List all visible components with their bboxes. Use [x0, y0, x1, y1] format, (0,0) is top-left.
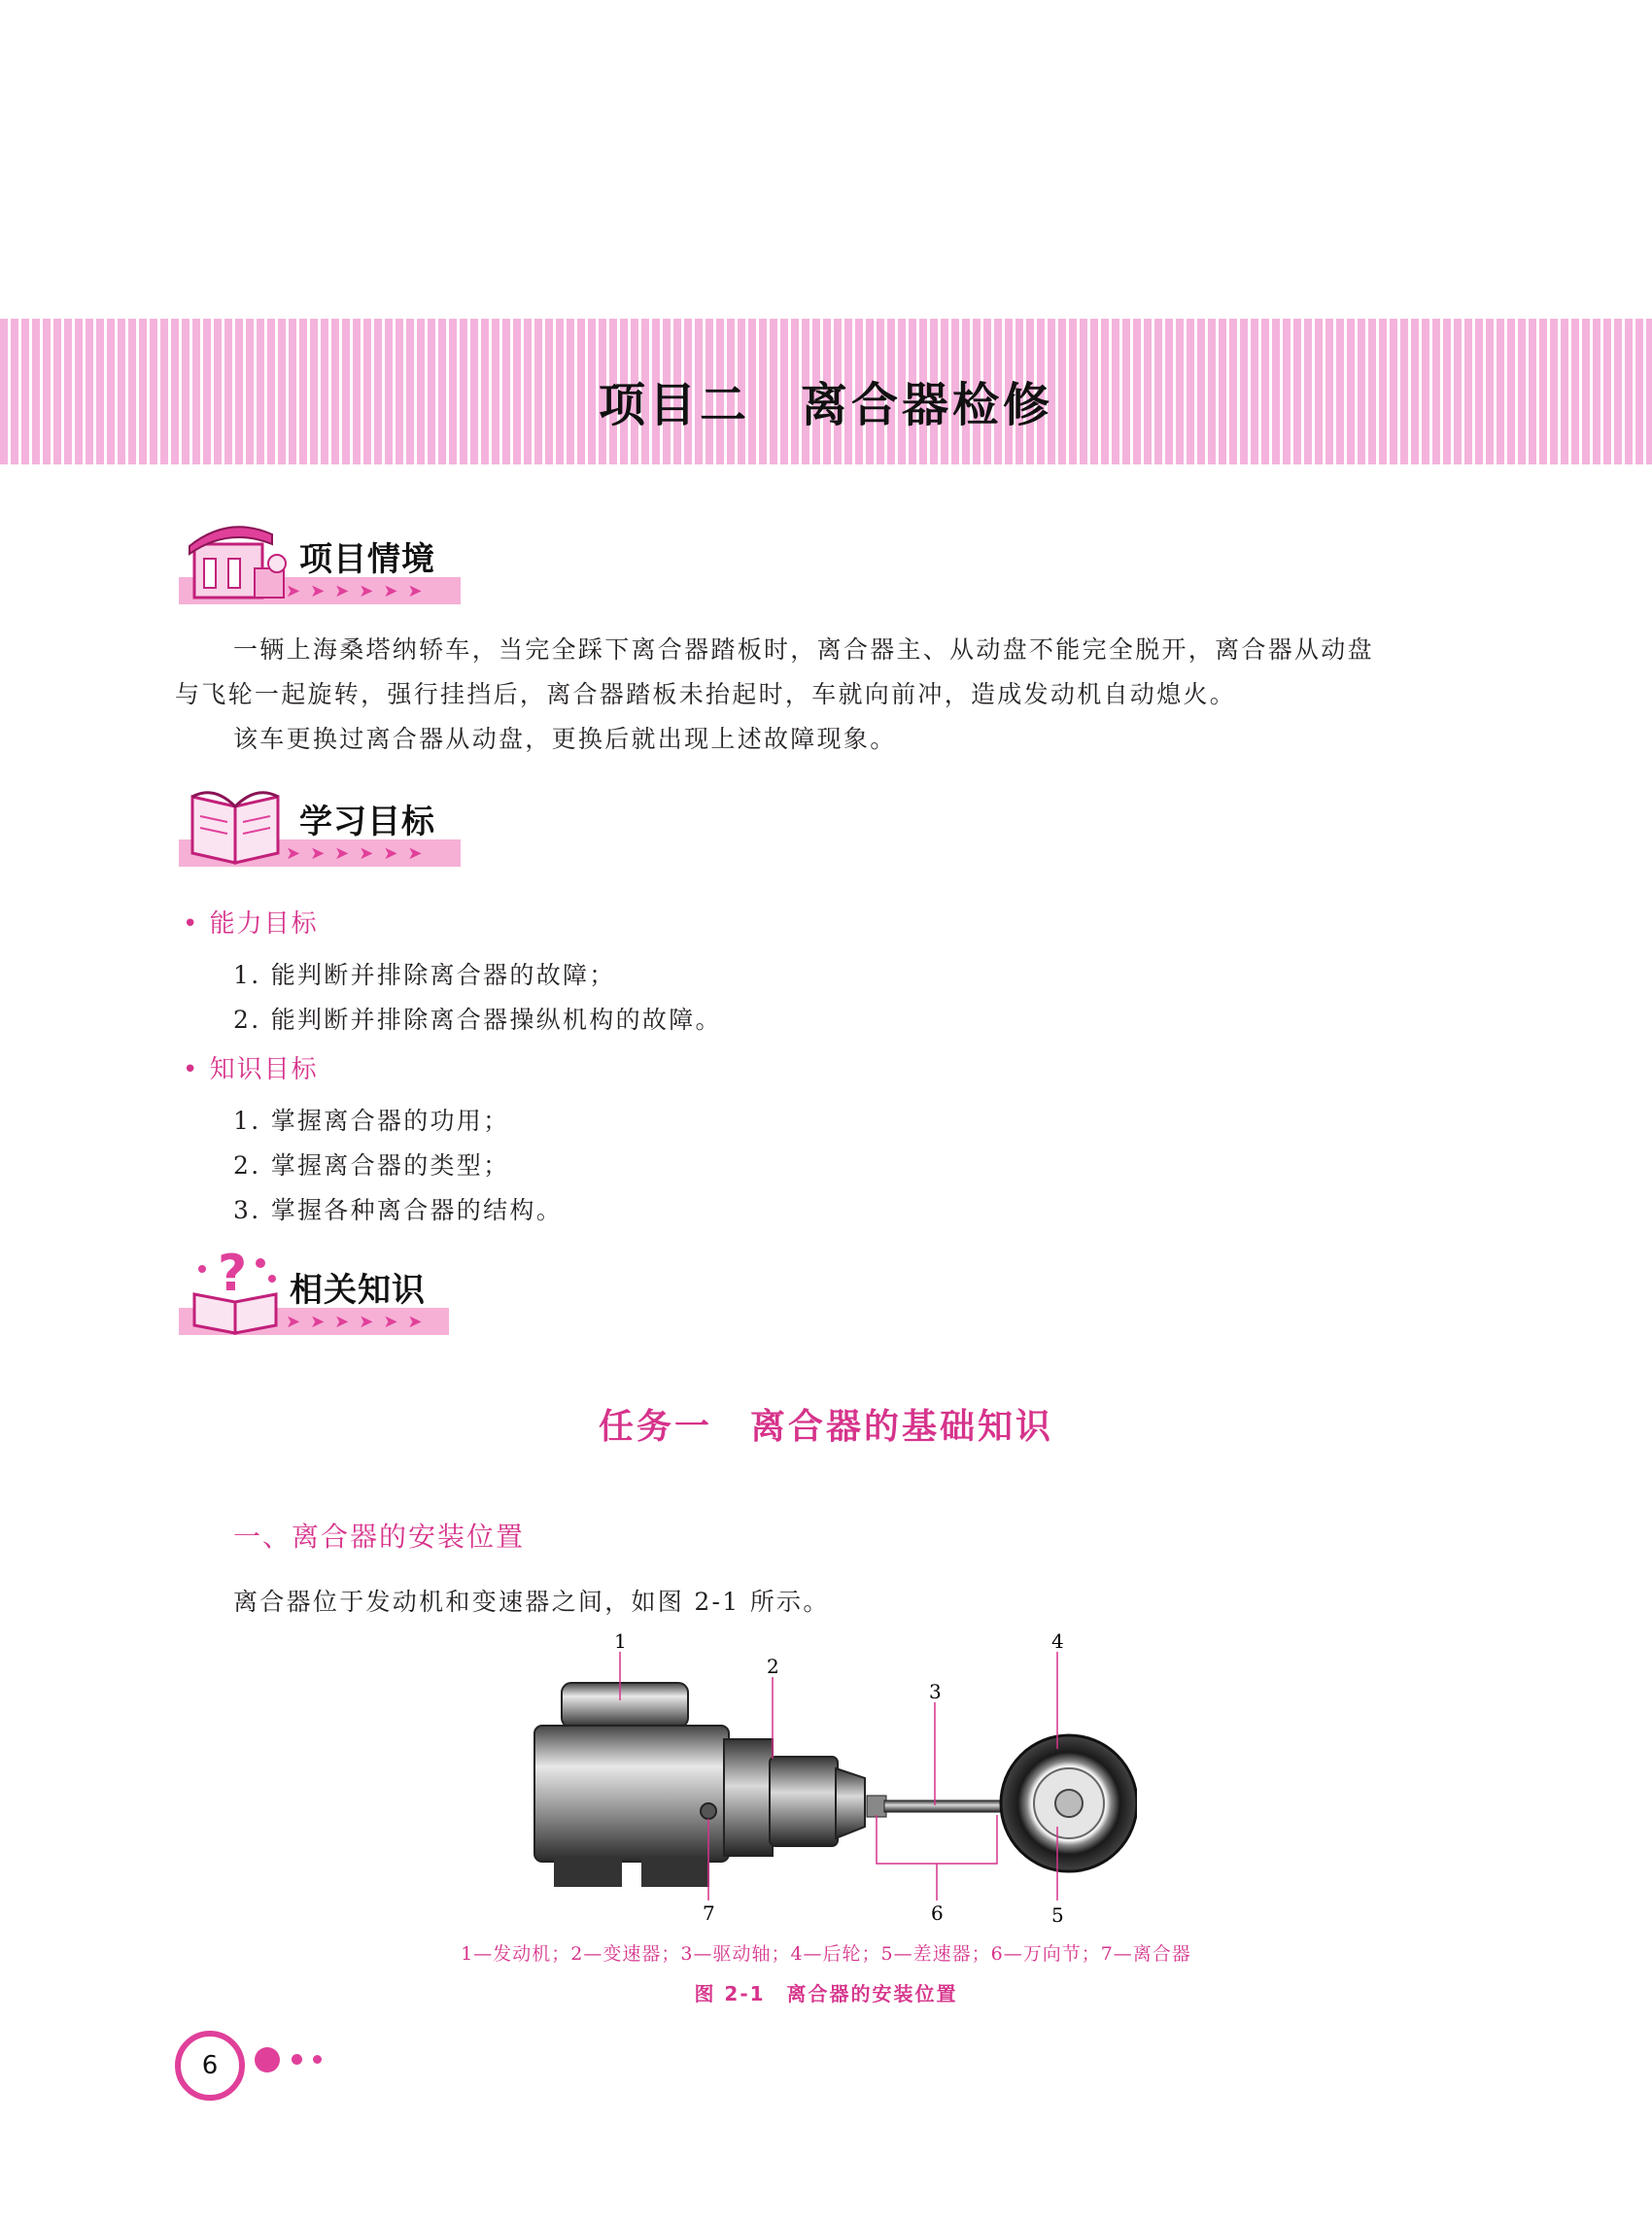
rear-wheel	[1001, 1735, 1137, 1871]
chapter-title: 项目二 离合器检修	[598, 378, 1053, 432]
question-book-icon	[185, 1246, 292, 1335]
ability-goals-label: • 能力目标	[183, 909, 319, 939]
arrow-decoration: ➤➤➤➤➤➤	[286, 581, 432, 601]
knowledge-goal-item: 3. 掌握各种离合器的结构。	[233, 1196, 564, 1224]
ability-goal-item: 2. 能判断并排除离合器操纵机构的故障。	[233, 1006, 722, 1034]
callout-1: 1	[614, 1632, 627, 1653]
ability-goal-item: 1. 能判断并排除离合器的故障；	[233, 961, 616, 989]
knowledge-goal-item: 2. 掌握离合器的类型；	[233, 1151, 510, 1180]
callout-5: 5	[1051, 1903, 1064, 1927]
section-title: 项目情境	[299, 540, 435, 579]
clutch-marker	[701, 1803, 716, 1819]
arrow-decoration: ➤➤➤➤➤➤	[286, 1312, 432, 1332]
callout-4: 4	[1051, 1632, 1064, 1653]
intro-text: 离合器位于发动机和变速器之间，如图 2-1 所示。	[233, 1588, 830, 1616]
page-dot-small	[313, 2055, 322, 2064]
section-title: 相关知识	[290, 1271, 426, 1310]
knowledge-goals-label: • 知识目标	[183, 1055, 319, 1084]
building-icon	[185, 515, 292, 604]
page-number: 6	[175, 2031, 245, 2101]
scenario-line-3: 该车更换过离合器从动盘，更换后就出现上述故障现象。	[233, 725, 897, 753]
callout-7: 7	[703, 1901, 715, 1925]
clutch-position-diagram	[515, 1632, 1137, 1934]
engine-block	[534, 1683, 729, 1887]
page-dot-small	[292, 2054, 302, 2065]
callout-2: 2	[767, 1655, 779, 1678]
task-title: 任务一 离合器的基础知识	[598, 1406, 1053, 1447]
figure-legend: 1—发动机；2—变速器；3—驱动轴；4—后轮；5—差速器；6—万向节；7—离合器	[461, 1943, 1191, 1965]
section-header-knowledge	[179, 1246, 470, 1343]
callout-6: 6	[931, 1901, 944, 1925]
section-header-goals	[179, 777, 470, 874]
figure-caption: 图 2-1 离合器的安装位置	[694, 1982, 958, 2005]
callout-3: 3	[929, 1680, 942, 1703]
page-dot-large	[255, 2047, 280, 2072]
open-book-icon	[185, 777, 292, 867]
section-title: 学习目标	[299, 803, 435, 841]
svg-text:?: ?	[218, 1246, 248, 1303]
arrow-decoration: ➤➤➤➤➤➤	[286, 843, 432, 864]
transmission	[724, 1739, 865, 1856]
subsection-title: 一、离合器的安装位置	[233, 1521, 526, 1553]
knowledge-goal-item: 1. 掌握离合器的功用；	[233, 1107, 510, 1135]
scenario-line-2: 与飞轮一起旋转，强行挂挡后，离合器踏板未抬起时，车就向前冲，造成发动机自动熄火。	[175, 680, 1237, 708]
scenario-line-1: 一辆上海桑塔纳轿车，当完全踩下离合器踏板时，离合器主、从动盘不能完全脱开，离合器从动盘	[233, 635, 1374, 664]
section-header-scenario	[179, 515, 470, 612]
